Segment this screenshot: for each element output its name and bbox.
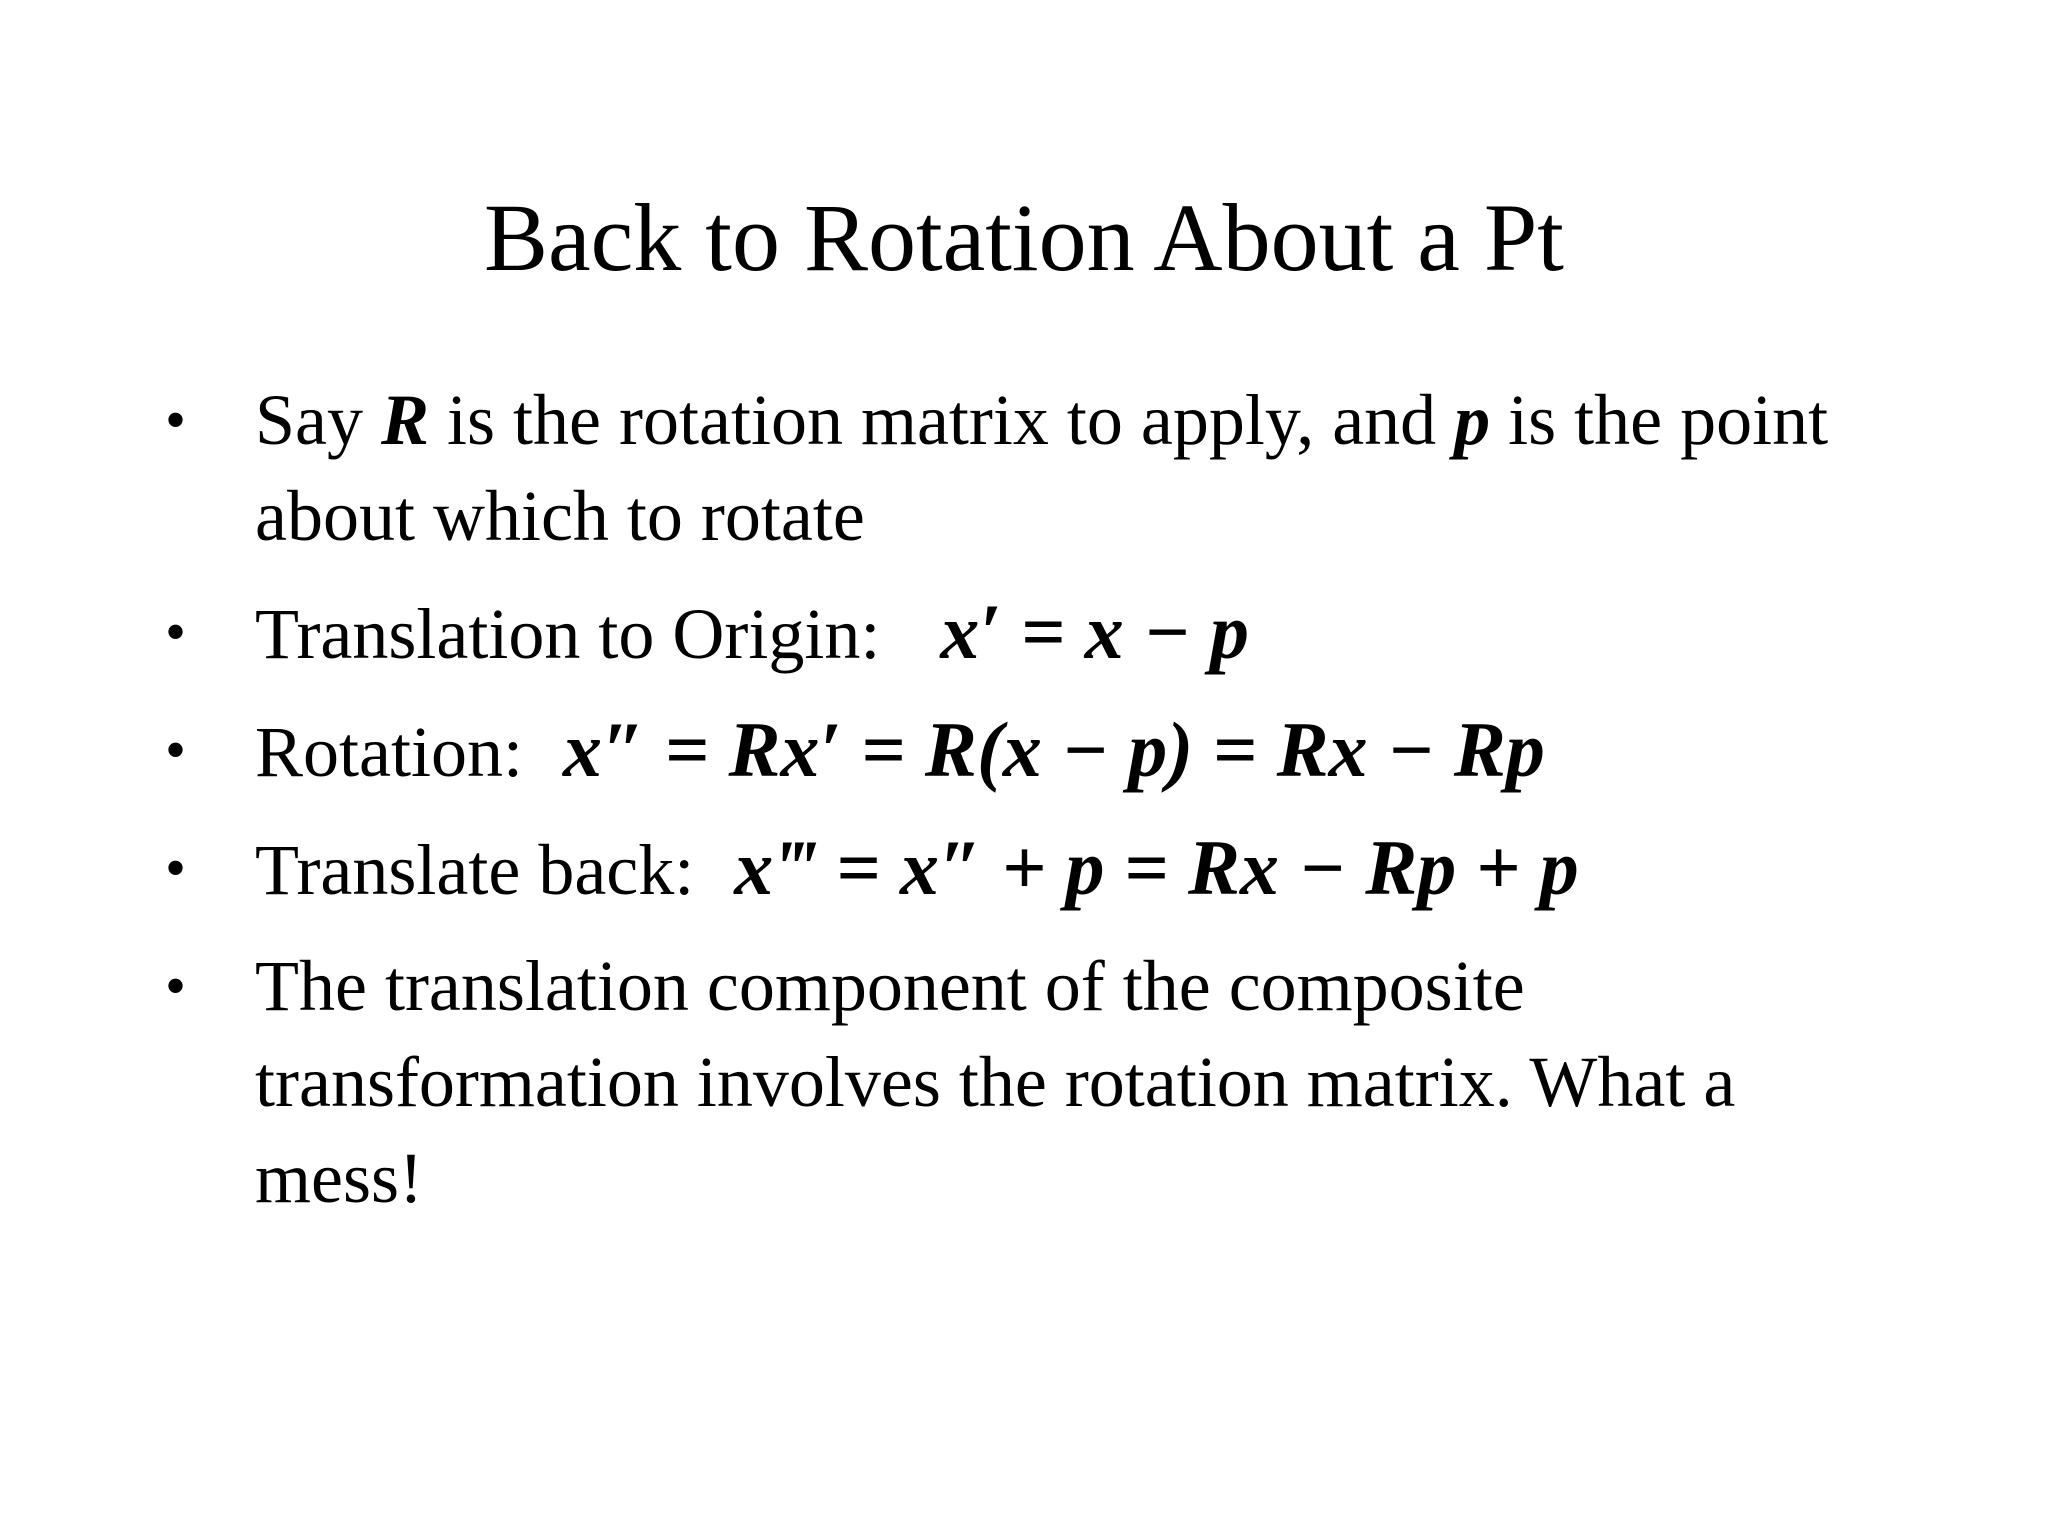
bullet-item-translate-back <box>165 820 1885 918</box>
bullet-label: Translation to Origin: <box>255 594 881 674</box>
bullet-marker: • <box>165 717 187 783</box>
bullet-marker: • <box>165 599 187 665</box>
bullet-item-translation-to-origin <box>165 584 1885 682</box>
bullet-item-rotation <box>165 702 1885 800</box>
bullet-item-rotation-setup <box>165 372 1885 564</box>
translate-back-equation: x‴ = x″ + p = Rx − Rp + p <box>734 824 1579 911</box>
rotation-equation: x″ = Rx′ = R(x − p) = Rx − Rp <box>563 706 1545 793</box>
bullet-marker: • <box>165 387 187 453</box>
slide-title: Back to Rotation About a Pt <box>484 184 1564 291</box>
bullet-text-pre: Say <box>255 380 381 460</box>
pivot-point-symbol: p <box>1454 380 1491 460</box>
bullet-text-post: is the point about which to rotate <box>255 380 1829 556</box>
translation-equation: x′ = x − p <box>940 588 1250 675</box>
rotation-matrix-symbol: R <box>381 380 430 460</box>
bullet-label: Translate back: <box>255 830 695 910</box>
bullet-text-mid: is the rotation matrix to apply, and <box>429 380 1455 460</box>
bullet-item-conclusion <box>165 938 1885 1226</box>
bullet-marker: • <box>165 835 187 901</box>
bullet-text: The translation component of the composite transformation involves the rotation matrix. What a mess! <box>255 946 1736 1218</box>
bullet-list <box>165 372 1885 1226</box>
bullet-marker: • <box>165 953 187 1019</box>
bullet-label: Rotation: <box>255 712 523 792</box>
